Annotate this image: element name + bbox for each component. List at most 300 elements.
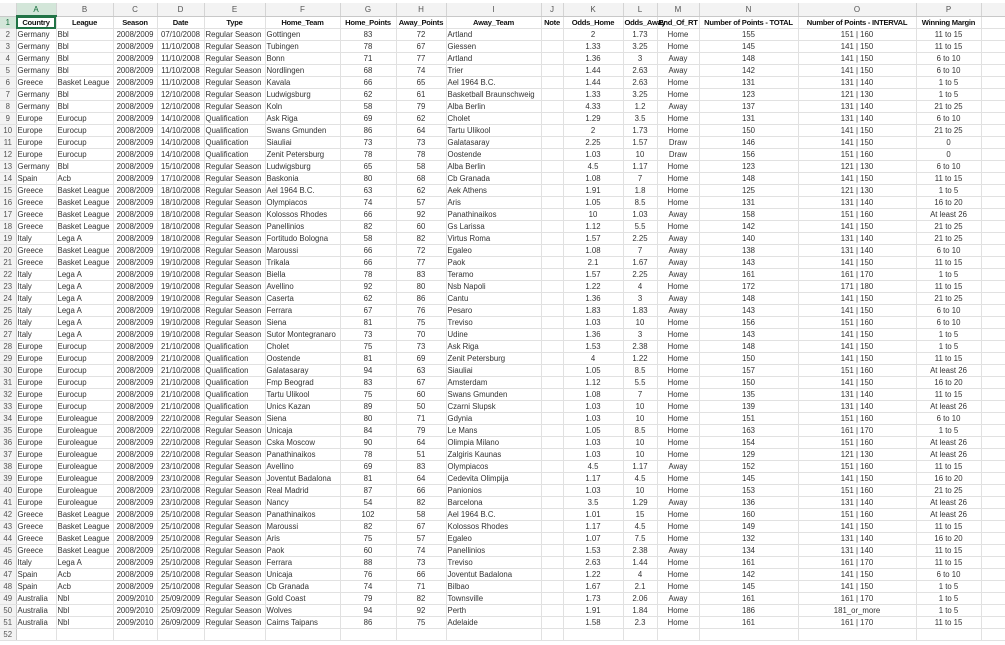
cell[interactable]: 2008/2009: [113, 185, 157, 197]
cell[interactable]: 1.12: [563, 377, 623, 389]
cell[interactable]: 2008/2009: [113, 209, 157, 221]
cell[interactable]: 25/10/2008: [157, 545, 204, 557]
cell[interactable]: 2.38: [623, 545, 657, 557]
cell[interactable]: 2008/2009: [113, 101, 157, 113]
cell[interactable]: 2008/2009: [113, 77, 157, 89]
cell[interactable]: 139: [699, 401, 798, 413]
cell[interactable]: 148: [699, 53, 798, 65]
cell[interactable]: Spain: [16, 569, 56, 581]
cell[interactable]: Europe: [16, 437, 56, 449]
cell[interactable]: Away: [657, 545, 699, 557]
cell[interactable]: 19/10/2008: [157, 317, 204, 329]
empty-cell[interactable]: [981, 533, 1005, 545]
cell[interactable]: Oostende: [446, 149, 541, 161]
cell[interactable]: Basket League: [56, 197, 113, 209]
cell[interactable]: 5.5: [623, 221, 657, 233]
cell[interactable]: 2008/2009: [113, 257, 157, 269]
cell[interactable]: At least 26: [916, 401, 981, 413]
cell[interactable]: Panellinios: [446, 545, 541, 557]
cell[interactable]: 155: [699, 29, 798, 41]
cell[interactable]: 18/10/2008: [157, 221, 204, 233]
cell[interactable]: 141 | 150: [798, 137, 916, 149]
cell[interactable]: Home: [657, 413, 699, 425]
cell[interactable]: Galatasaray: [446, 137, 541, 149]
cell[interactable]: Home: [657, 473, 699, 485]
row-number[interactable]: 34: [0, 413, 16, 425]
cell[interactable]: Australia: [16, 593, 56, 605]
cell[interactable]: Sutor Montegranaro: [265, 329, 340, 341]
cell[interactable]: 10: [623, 485, 657, 497]
cell[interactable]: 11 to 15: [916, 617, 981, 629]
cell[interactable]: 1.67: [563, 581, 623, 593]
column-header-c[interactable]: C: [113, 3, 157, 16]
cell[interactable]: 68: [340, 65, 396, 77]
cell[interactable]: Basket League: [56, 185, 113, 197]
cell[interactable]: Olympiacos: [446, 461, 541, 473]
cell[interactable]: Paok: [265, 545, 340, 557]
cell[interactable]: Home: [657, 185, 699, 197]
cell[interactable]: Qualification: [204, 125, 265, 137]
cell[interactable]: 131 | 140: [798, 533, 916, 545]
empty-cell[interactable]: [981, 329, 1005, 341]
cell[interactable]: 151 | 160: [798, 209, 916, 221]
cell[interactable]: Europe: [16, 425, 56, 437]
column-header-l[interactable]: L: [623, 3, 657, 16]
cell[interactable]: 1.83: [563, 305, 623, 317]
cell[interactable]: Away: [657, 53, 699, 65]
cell[interactable]: 22/10/2008: [157, 449, 204, 461]
cell[interactable]: Maroussi: [265, 521, 340, 533]
cell[interactable]: [541, 521, 563, 533]
header-cell[interactable]: Number of Points - TOTAL: [699, 16, 798, 29]
cell[interactable]: 72: [396, 245, 446, 257]
cell[interactable]: 2008/2009: [113, 401, 157, 413]
cell[interactable]: 66: [340, 245, 396, 257]
cell[interactable]: Lega A: [56, 557, 113, 569]
cell[interactable]: Basket League: [56, 257, 113, 269]
cell[interactable]: Nancy: [265, 497, 340, 509]
cell[interactable]: Away: [657, 101, 699, 113]
cell[interactable]: 60: [396, 389, 446, 401]
cell[interactable]: 156: [699, 317, 798, 329]
cell[interactable]: 161 | 170: [798, 593, 916, 605]
cell[interactable]: Unicaja: [265, 569, 340, 581]
cell[interactable]: [541, 29, 563, 41]
cell[interactable]: Alba Berlin: [446, 161, 541, 173]
cell[interactable]: 11 to 15: [916, 257, 981, 269]
cell[interactable]: Zenit Petersburg: [265, 149, 340, 161]
cell[interactable]: 82: [396, 233, 446, 245]
cell[interactable]: Gold Coast: [265, 593, 340, 605]
empty-cell[interactable]: [981, 305, 1005, 317]
header-cell[interactable]: League: [56, 16, 113, 29]
cell[interactable]: 2.25: [623, 269, 657, 281]
cell[interactable]: Europe: [16, 353, 56, 365]
cell[interactable]: Regular Season: [204, 485, 265, 497]
cell[interactable]: 1.08: [563, 389, 623, 401]
cell[interactable]: 6 to 10: [916, 161, 981, 173]
cell[interactable]: Home: [657, 41, 699, 53]
cell[interactable]: Oostende: [265, 353, 340, 365]
cell[interactable]: Germany: [16, 161, 56, 173]
cell[interactable]: 131 | 140: [798, 197, 916, 209]
cell[interactable]: Bbl: [56, 89, 113, 101]
cell[interactable]: Draw: [657, 149, 699, 161]
cell[interactable]: 123: [699, 161, 798, 173]
cell[interactable]: 1 to 5: [916, 341, 981, 353]
cell[interactable]: Acb: [56, 581, 113, 593]
cell[interactable]: Czarni Slupsk: [446, 401, 541, 413]
row-number[interactable]: 31: [0, 377, 16, 389]
row-number[interactable]: 38: [0, 461, 16, 473]
cell[interactable]: 25/10/2008: [157, 557, 204, 569]
cell[interactable]: [541, 173, 563, 185]
cell[interactable]: Regular Season: [204, 437, 265, 449]
cell[interactable]: 2008/2009: [113, 533, 157, 545]
cell[interactable]: 131: [699, 197, 798, 209]
cell[interactable]: 1.73: [623, 29, 657, 41]
empty-cell[interactable]: [981, 269, 1005, 281]
empty-cell[interactable]: [981, 617, 1005, 629]
cell[interactable]: [541, 401, 563, 413]
cell[interactable]: 64: [396, 437, 446, 449]
column-header-j[interactable]: J: [541, 3, 563, 16]
cell[interactable]: 148: [699, 293, 798, 305]
cell[interactable]: Qualification: [204, 389, 265, 401]
cell[interactable]: 2008/2009: [113, 437, 157, 449]
row-number[interactable]: 35: [0, 425, 16, 437]
cell[interactable]: 63: [396, 365, 446, 377]
cell[interactable]: 25/09/2009: [157, 593, 204, 605]
cell[interactable]: 87: [340, 485, 396, 497]
row-number[interactable]: 39: [0, 473, 16, 485]
cell[interactable]: 07/10/2008: [157, 29, 204, 41]
cell[interactable]: Regular Season: [204, 89, 265, 101]
cell[interactable]: Maroussi: [265, 245, 340, 257]
cell[interactable]: Europe: [16, 365, 56, 377]
cell[interactable]: 83: [340, 29, 396, 41]
cell[interactable]: 14/10/2008: [157, 137, 204, 149]
cell[interactable]: 2008/2009: [113, 425, 157, 437]
cell[interactable]: Regular Season: [204, 545, 265, 557]
cell[interactable]: At least 26: [916, 365, 981, 377]
cell[interactable]: 88: [340, 557, 396, 569]
cell[interactable]: Eurocup: [56, 341, 113, 353]
cell[interactable]: Treviso: [446, 317, 541, 329]
cell[interactable]: Home: [657, 509, 699, 521]
cell[interactable]: 21/10/2008: [157, 389, 204, 401]
cell[interactable]: 135: [699, 389, 798, 401]
cell[interactable]: 3.5: [563, 497, 623, 509]
cell[interactable]: Eurocup: [56, 125, 113, 137]
cell[interactable]: Away: [657, 209, 699, 221]
cell[interactable]: Euroleague: [56, 497, 113, 509]
row-number[interactable]: 10: [0, 125, 16, 137]
cell[interactable]: Gs Larissa: [446, 221, 541, 233]
empty-cell[interactable]: [157, 629, 204, 641]
cell[interactable]: 78: [340, 41, 396, 53]
column-header-m[interactable]: M: [657, 3, 699, 16]
cell[interactable]: Europe: [16, 473, 56, 485]
cell[interactable]: 2009/2010: [113, 605, 157, 617]
cell[interactable]: 121 | 130: [798, 449, 916, 461]
cell[interactable]: 2.1: [563, 257, 623, 269]
empty-cell[interactable]: [981, 185, 1005, 197]
cell[interactable]: 64: [396, 473, 446, 485]
empty-cell[interactable]: [981, 149, 1005, 161]
cell[interactable]: 2.06: [623, 593, 657, 605]
cell[interactable]: Eurocup: [56, 113, 113, 125]
cell[interactable]: 1.36: [563, 329, 623, 341]
cell[interactable]: Aris: [446, 197, 541, 209]
cell[interactable]: 67: [340, 305, 396, 317]
cell[interactable]: 79: [340, 593, 396, 605]
cell[interactable]: 21/10/2008: [157, 401, 204, 413]
cell[interactable]: 1.57: [563, 233, 623, 245]
cell[interactable]: 2008/2009: [113, 365, 157, 377]
column-header-f[interactable]: F: [265, 3, 340, 16]
cell[interactable]: 1.17: [623, 161, 657, 173]
cell[interactable]: 151 | 160: [798, 149, 916, 161]
cell[interactable]: 4.5: [623, 521, 657, 533]
cell[interactable]: Egaleo: [446, 533, 541, 545]
cell[interactable]: Treviso: [446, 557, 541, 569]
row-number[interactable]: 47: [0, 569, 16, 581]
cell[interactable]: 73: [396, 137, 446, 149]
cell[interactable]: Basket League: [56, 533, 113, 545]
cell[interactable]: Bbl: [56, 101, 113, 113]
cell[interactable]: Zalgiris Kaunas: [446, 449, 541, 461]
cell[interactable]: 141 | 150: [798, 341, 916, 353]
cell[interactable]: Europe: [16, 341, 56, 353]
cell[interactable]: 172: [699, 281, 798, 293]
cell[interactable]: Europe: [16, 377, 56, 389]
cell[interactable]: Gottingen: [265, 29, 340, 41]
cell[interactable]: 1.36: [563, 293, 623, 305]
cell[interactable]: 141 | 150: [798, 353, 916, 365]
header-cell[interactable]: End_Of_RT: [658, 17, 698, 27]
cell[interactable]: 2008/2009: [113, 497, 157, 509]
cell[interactable]: 151 | 160: [798, 437, 916, 449]
cell[interactable]: 2: [563, 29, 623, 41]
cell[interactable]: Artland: [446, 53, 541, 65]
cell[interactable]: Home: [657, 581, 699, 593]
cell[interactable]: Panathinaikos: [265, 509, 340, 521]
cell[interactable]: 2008/2009: [113, 341, 157, 353]
cell[interactable]: Lega A: [56, 329, 113, 341]
cell[interactable]: 1.29: [623, 497, 657, 509]
cell[interactable]: 3.25: [623, 41, 657, 53]
cell[interactable]: Trikala: [265, 257, 340, 269]
cell[interactable]: [541, 185, 563, 197]
cell[interactable]: 1.03: [563, 449, 623, 461]
cell[interactable]: 2008/2009: [113, 137, 157, 149]
cell[interactable]: Home: [657, 605, 699, 617]
cell[interactable]: Regular Season: [204, 521, 265, 533]
empty-cell[interactable]: [340, 629, 396, 641]
cell[interactable]: Home: [657, 161, 699, 173]
cell[interactable]: Germany: [16, 89, 56, 101]
cell[interactable]: 1.84: [623, 605, 657, 617]
cell[interactable]: [541, 497, 563, 509]
cell[interactable]: 4: [623, 281, 657, 293]
cell[interactable]: [541, 377, 563, 389]
cell[interactable]: 22/10/2008: [157, 437, 204, 449]
cell[interactable]: 143: [699, 305, 798, 317]
cell[interactable]: 21 to 25: [916, 125, 981, 137]
row-number[interactable]: 11: [0, 137, 16, 149]
cell[interactable]: 2008/2009: [113, 521, 157, 533]
cell[interactable]: [541, 257, 563, 269]
cell[interactable]: Barcelona: [446, 497, 541, 509]
cell[interactable]: [541, 41, 563, 53]
cell[interactable]: 66: [340, 209, 396, 221]
cell[interactable]: Lega A: [56, 233, 113, 245]
cell[interactable]: Joventut Badalona: [265, 473, 340, 485]
row-number[interactable]: 50: [0, 605, 16, 617]
cell[interactable]: 161: [699, 617, 798, 629]
cell[interactable]: 76: [340, 569, 396, 581]
cell[interactable]: 1.58: [563, 617, 623, 629]
cell[interactable]: [541, 569, 563, 581]
cell[interactable]: 62: [396, 113, 446, 125]
cell[interactable]: 141 | 150: [798, 581, 916, 593]
column-header-g[interactable]: G: [340, 3, 396, 16]
cell[interactable]: [541, 125, 563, 137]
cell[interactable]: Adelaide: [446, 617, 541, 629]
cell[interactable]: 1.33: [563, 41, 623, 53]
cell[interactable]: 2.63: [623, 65, 657, 77]
empty-cell[interactable]: [981, 281, 1005, 293]
cell[interactable]: Home: [657, 521, 699, 533]
cell[interactable]: 67: [396, 521, 446, 533]
cell[interactable]: Home: [657, 437, 699, 449]
cell[interactable]: 68: [396, 173, 446, 185]
row-number[interactable]: 32: [0, 389, 16, 401]
cell[interactable]: 73: [340, 137, 396, 149]
cell[interactable]: 146: [699, 137, 798, 149]
empty-cell[interactable]: [981, 137, 1005, 149]
cell[interactable]: 58: [396, 509, 446, 521]
cell[interactable]: Home: [657, 401, 699, 413]
cell[interactable]: 1.12: [563, 221, 623, 233]
cell[interactable]: Aris: [265, 533, 340, 545]
cell[interactable]: Koln: [265, 101, 340, 113]
header-cell[interactable]: Note: [541, 16, 563, 29]
cell[interactable]: 14/10/2008: [157, 149, 204, 161]
cell[interactable]: Greece: [16, 197, 56, 209]
cell[interactable]: Lega A: [56, 305, 113, 317]
cell[interactable]: Le Mans: [446, 425, 541, 437]
cell[interactable]: 3: [623, 293, 657, 305]
cell[interactable]: 75: [340, 533, 396, 545]
cell[interactable]: Cb Granada: [265, 581, 340, 593]
cell[interactable]: Amsterdam: [446, 377, 541, 389]
row-number[interactable]: 48: [0, 581, 16, 593]
empty-cell[interactable]: [981, 29, 1005, 41]
cell[interactable]: 8.5: [623, 425, 657, 437]
cell[interactable]: 1.03: [563, 437, 623, 449]
cell[interactable]: Regular Season: [204, 449, 265, 461]
empty-cell[interactable]: [981, 113, 1005, 125]
cell[interactable]: Home: [657, 329, 699, 341]
cell[interactable]: [541, 209, 563, 221]
cell[interactable]: Regular Season: [204, 533, 265, 545]
cell[interactable]: 66: [396, 485, 446, 497]
cell[interactable]: 131 | 140: [798, 233, 916, 245]
cell[interactable]: At least 26: [916, 497, 981, 509]
cell[interactable]: 61: [396, 89, 446, 101]
cell[interactable]: 2008/2009: [113, 125, 157, 137]
cell[interactable]: 21/10/2008: [157, 341, 204, 353]
cell[interactable]: 10: [623, 449, 657, 461]
cell[interactable]: 11 to 15: [916, 173, 981, 185]
cell[interactable]: 1 to 5: [916, 593, 981, 605]
cell[interactable]: 1 to 5: [916, 185, 981, 197]
cell[interactable]: [541, 293, 563, 305]
cell[interactable]: 6 to 10: [916, 305, 981, 317]
cell[interactable]: 10: [623, 317, 657, 329]
cell[interactable]: 141 | 150: [798, 473, 916, 485]
cell[interactable]: Kolossos Rhodes: [265, 209, 340, 221]
cell[interactable]: Basket League: [56, 77, 113, 89]
cell[interactable]: 148: [699, 173, 798, 185]
cell[interactable]: Qualification: [204, 341, 265, 353]
cell[interactable]: Greece: [16, 185, 56, 197]
empty-cell[interactable]: [981, 377, 1005, 389]
cell[interactable]: 1.44: [623, 557, 657, 569]
cell[interactable]: 92: [396, 209, 446, 221]
cell[interactable]: Eurocup: [56, 149, 113, 161]
cell[interactable]: [541, 197, 563, 209]
cell[interactable]: 151 | 160: [798, 413, 916, 425]
cell[interactable]: 1.03: [563, 401, 623, 413]
cell[interactable]: Qualification: [204, 113, 265, 125]
cell[interactable]: 2.25: [623, 233, 657, 245]
cell[interactable]: 186: [699, 605, 798, 617]
empty-cell[interactable]: [981, 257, 1005, 269]
cell[interactable]: Home: [657, 533, 699, 545]
cell[interactable]: 71: [396, 581, 446, 593]
cell[interactable]: [541, 53, 563, 65]
header-cell[interactable]: Type: [204, 16, 265, 29]
cell[interactable]: Galatasaray: [265, 365, 340, 377]
cell[interactable]: 82: [396, 593, 446, 605]
cell[interactable]: [541, 317, 563, 329]
column-header-i[interactable]: I: [446, 3, 541, 16]
cell[interactable]: 75: [396, 317, 446, 329]
cell[interactable]: Greece: [16, 245, 56, 257]
cell[interactable]: 3.5: [623, 113, 657, 125]
empty-cell[interactable]: [981, 425, 1005, 437]
cell[interactable]: Zenit Petersburg: [446, 353, 541, 365]
header-cell[interactable]: Season: [113, 16, 157, 29]
cell[interactable]: [541, 581, 563, 593]
cell[interactable]: Europe: [16, 497, 56, 509]
cell[interactable]: Regular Season: [204, 233, 265, 245]
cell[interactable]: 6 to 10: [916, 569, 981, 581]
cell[interactable]: 16 to 20: [916, 197, 981, 209]
cell[interactable]: Nordlingen: [265, 65, 340, 77]
column-header-d[interactable]: D: [157, 3, 204, 16]
cell[interactable]: 140: [699, 233, 798, 245]
cell[interactable]: Alba Berlin: [446, 101, 541, 113]
empty-cell[interactable]: [981, 521, 1005, 533]
cell[interactable]: 11 to 15: [916, 281, 981, 293]
empty-cell[interactable]: [981, 317, 1005, 329]
empty-cell[interactable]: [981, 365, 1005, 377]
cell[interactable]: Kolossos Rhodes: [446, 521, 541, 533]
